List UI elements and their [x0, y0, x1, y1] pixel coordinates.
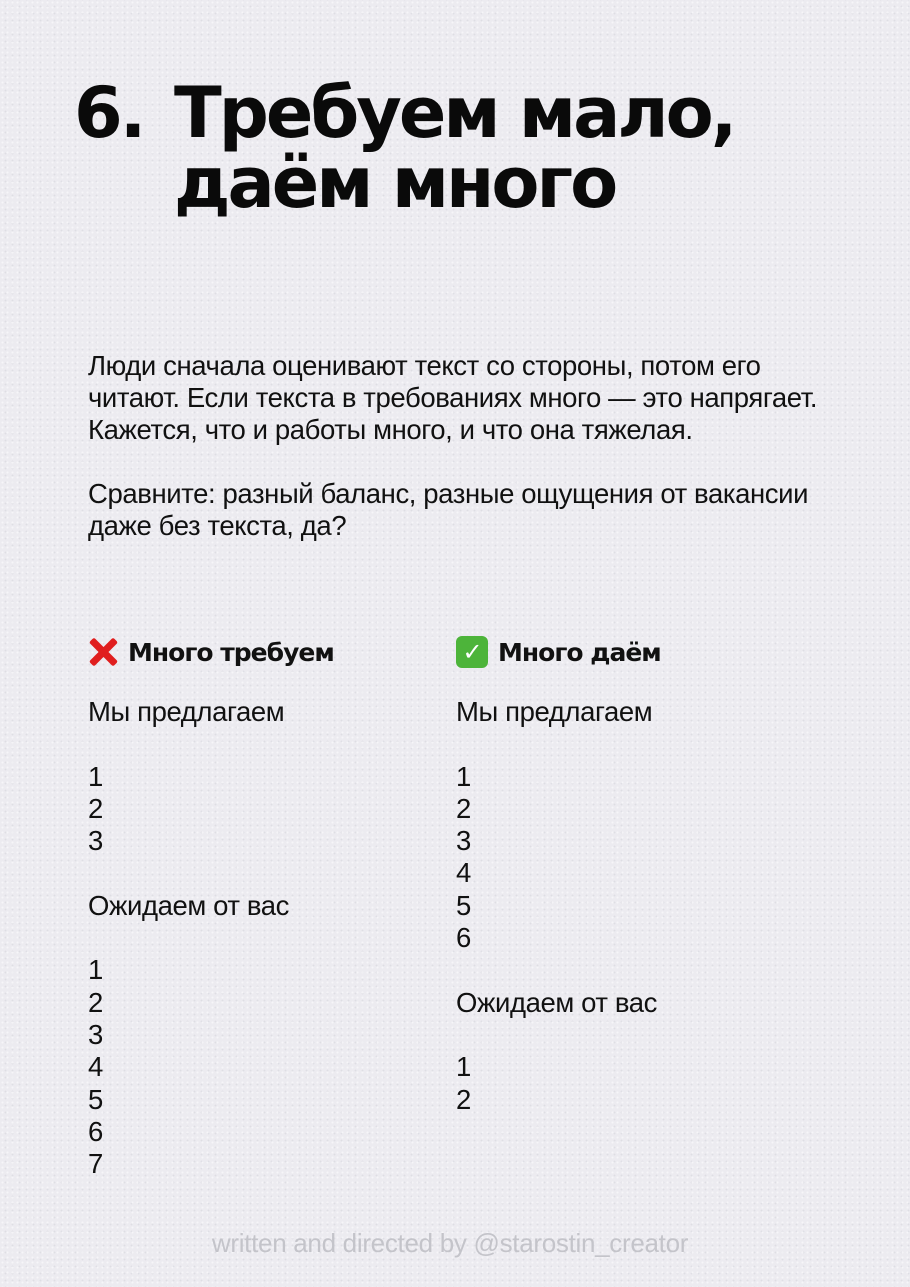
spacer: [456, 954, 816, 986]
column-many-required: [88, 632, 448, 1180]
offer-item: 3: [88, 825, 103, 857]
spacer: [456, 728, 816, 760]
title-line-2: даём много: [174, 142, 616, 224]
title-text: [174, 72, 834, 224]
title-line-1: Требуем мало,: [174, 72, 735, 154]
column-heading: [88, 632, 448, 672]
column-heading-label: Много даём: [498, 637, 661, 667]
expect-item: 2: [456, 1083, 471, 1115]
column-body: [456, 696, 816, 1116]
offer-item: 3: [456, 825, 471, 857]
intro-paragraph-2: Сравните: разный баланс, разные ощущения от вакансии даже без текста, да?: [88, 478, 809, 541]
offer-item: 2: [88, 792, 103, 824]
footer-credit: written and directed by @starostin_creator: [211, 1228, 689, 1258]
expect-item: 1: [456, 1051, 471, 1083]
expect-item: 2: [88, 986, 103, 1018]
offer-item: 1: [456, 760, 471, 792]
expect-item: 6: [88, 1115, 103, 1147]
spacer: [456, 1019, 816, 1051]
green-check-icon: ✓: [456, 636, 488, 668]
offer-item: 5: [456, 889, 471, 921]
offer-label: Мы предлагаем: [88, 696, 285, 727]
offer-label: Мы предлагаем: [456, 696, 653, 727]
expect-item: 3: [88, 1018, 103, 1050]
offer-item: 4: [456, 857, 471, 889]
expect-item: 5: [88, 1083, 103, 1115]
column-body: [88, 696, 448, 1180]
intro-paragraph-1: Люди сначала оценивают текст со стороны, потом его читают. Если текста в требованиях много — это напрягает. Кажется, что и работы много, и что она тяжелая.: [88, 350, 818, 445]
spacer: [88, 922, 448, 954]
column-heading-label: Много требуем: [128, 637, 334, 667]
column-many-given: [456, 632, 816, 1116]
red-cross-icon: [88, 637, 118, 667]
expect-label: Ожидаем от вас: [88, 889, 289, 921]
offer-item: 1: [88, 760, 103, 792]
expect-label: Ожидаем от вас: [456, 986, 657, 1018]
intro-text: [88, 350, 828, 574]
title-number: 6.: [74, 72, 144, 154]
offer-item: 6: [456, 922, 471, 954]
column-heading: [456, 632, 816, 672]
expect-item: 4: [88, 1051, 103, 1083]
spacer: [88, 728, 448, 760]
expect-item: 1: [88, 954, 103, 986]
expect-item: 7: [88, 1148, 103, 1180]
offer-item: 2: [456, 792, 471, 824]
spacer: [88, 857, 448, 889]
